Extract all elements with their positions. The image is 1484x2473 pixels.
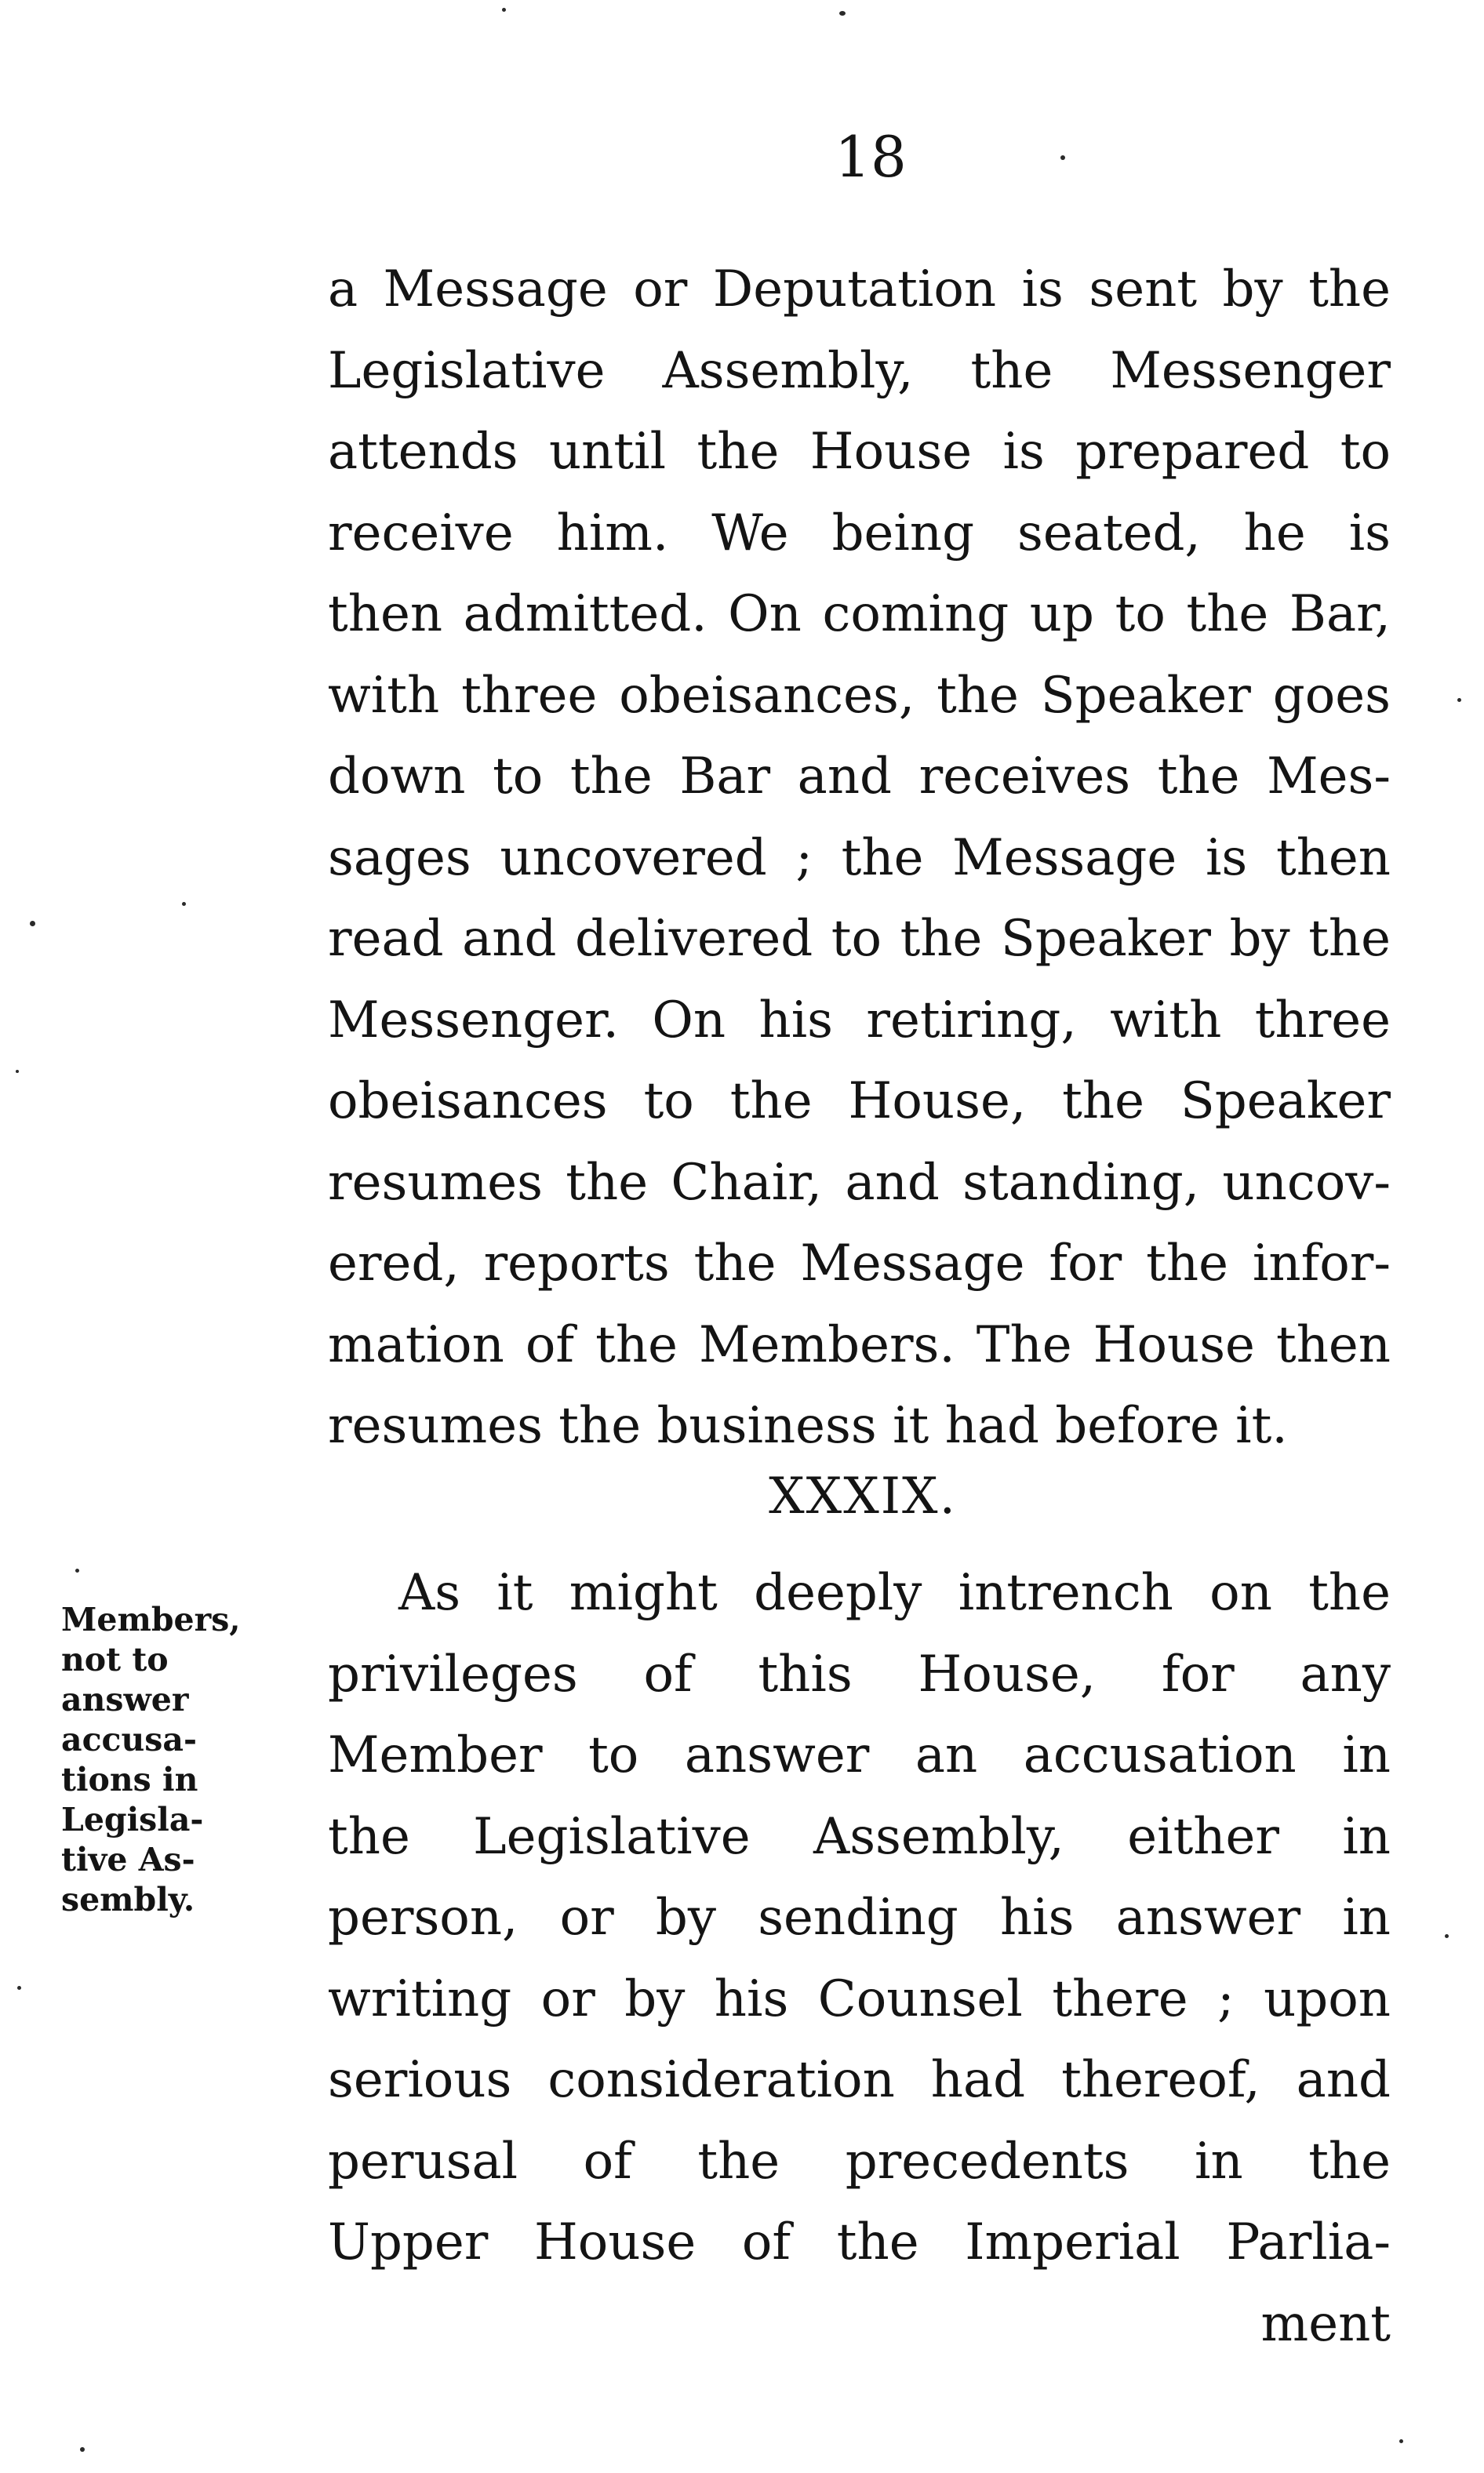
text-line: Member to answer an accusation in [328,1726,1391,1784]
text-line: then admitted. On coming up to the Bar, [328,585,1391,643]
text-line: the Legislative Assembly, either in [328,1807,1391,1866]
catchword: ment [1260,2294,1391,2353]
margin-note-line: Members, [61,1601,241,1638]
scan-speck [1399,2439,1403,2443]
text-line: ered, reports the Message for the infor- [328,1235,1391,1293]
section-heading: XXXIX. [769,1467,957,1526]
margin-note [61,1600,289,1920]
text-line: obeisances to the House, the Speaker [328,1072,1391,1130]
text-line: down to the Bar and receives the Mes- [328,747,1391,806]
section-xxxix-paragraph [328,1553,1391,2365]
continued-paragraph [328,249,1391,1467]
margin-note-line: tions in [61,1761,198,1798]
text-line: a Message or Deputation is sent by the [328,260,1391,318]
margin-note-line: not to [61,1641,169,1678]
text-line: Legislative Assembly, the Messenger [328,341,1391,400]
margin-note-line: answer [61,1681,189,1718]
scan-speck [502,8,506,12]
text-line: perusal of the precedents in the [328,2132,1391,2191]
page-number: 18 [835,124,907,190]
text-line: receive him. We being seated, he is [328,504,1391,562]
text-line: person, or by sending his answer in [328,1889,1391,1947]
text-line: Upper House of the Imperial Parlia- [328,2213,1391,2271]
margin-note-line: accusa- [61,1721,197,1758]
text-line: mation of the Members. The House then [328,1315,1391,1374]
margin-note-line: sembly. [61,1881,195,1918]
scan-speck [839,11,846,16]
text-line: As it might deeply intrench on the [398,1564,1391,1622]
text-line: Messenger. On his retiring, with three [328,991,1391,1049]
text-line: read and delivered to the Speaker by the [328,910,1391,968]
text-line: serious consideration had thereof, and [328,2051,1391,2109]
scan-speck [80,2447,85,2452]
text-line: sages uncovered ; the Message is then [328,828,1391,887]
text-line: attends until the House is prepared to [328,423,1391,481]
margin-note-line: Legisla- [61,1801,204,1838]
text-line: resumes the Chair, and standing, uncov- [328,1153,1391,1212]
scan-speck [75,1569,79,1573]
text-line: resumes the business it had before it. [328,1397,1288,1455]
scan-speck [182,902,186,906]
text-line: writing or by his Counsel there ; upon [328,1969,1391,2028]
scan-speck [1060,155,1065,160]
scan-speck [1445,1934,1449,1938]
scan-speck [17,1986,21,1990]
scan-speck [1457,698,1461,702]
margin-note-line: tive As- [61,1841,195,1878]
scan-speck [30,921,35,926]
scan-speck [16,1070,19,1073]
text-line: privileges of this House, for any [328,1645,1391,1704]
text-line: with three obeisances, the Speaker goes [328,666,1391,725]
